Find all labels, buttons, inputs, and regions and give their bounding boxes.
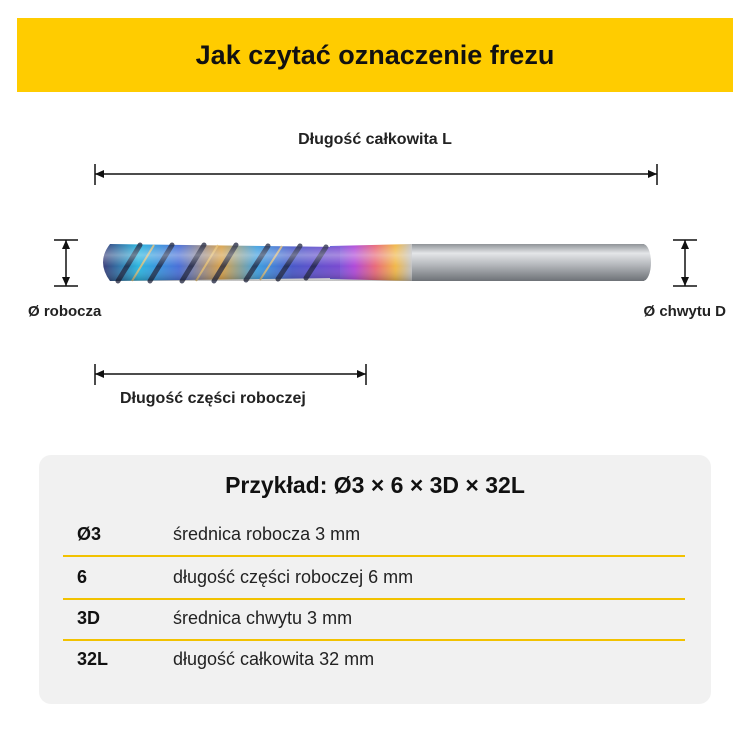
shank-diameter-label: Ø chwytu D	[643, 303, 726, 320]
page-title: Jak czytać oznaczenie frezu	[195, 39, 555, 70]
spec-description: średnica robocza 3 mm	[173, 524, 361, 544]
total-length-label: Długość całkowita L	[298, 131, 452, 148]
working-diameter-dimension	[54, 240, 78, 286]
spec-description: średnica chwytu 3 mm	[173, 608, 353, 628]
example-card	[39, 455, 711, 704]
example-title: Przykład: Ø3 × 6 × 3D × 32L	[225, 472, 525, 498]
spec-row-working-length	[63, 557, 685, 600]
spec-row-working-diameter	[63, 514, 685, 557]
spec-row-total-length	[63, 639, 685, 680]
end-mill-illustration	[103, 244, 651, 281]
spec-key: 6	[77, 567, 88, 587]
working-length-label: Długość części roboczej	[120, 390, 306, 407]
spec-key: 32L	[77, 649, 109, 669]
spec-key: Ø3	[77, 524, 102, 544]
working-diameter-label: Ø robocza	[28, 303, 102, 320]
working-length-dimension	[95, 364, 366, 385]
total-length-dimension	[95, 164, 657, 185]
spec-row-shank-diameter	[63, 598, 685, 641]
spec-key: 3D	[77, 608, 101, 628]
spec-description: długość części roboczej 6 mm	[173, 567, 414, 587]
shank-diameter-dimension	[673, 240, 697, 286]
spec-description: długość całkowita 32 mm	[173, 649, 375, 669]
